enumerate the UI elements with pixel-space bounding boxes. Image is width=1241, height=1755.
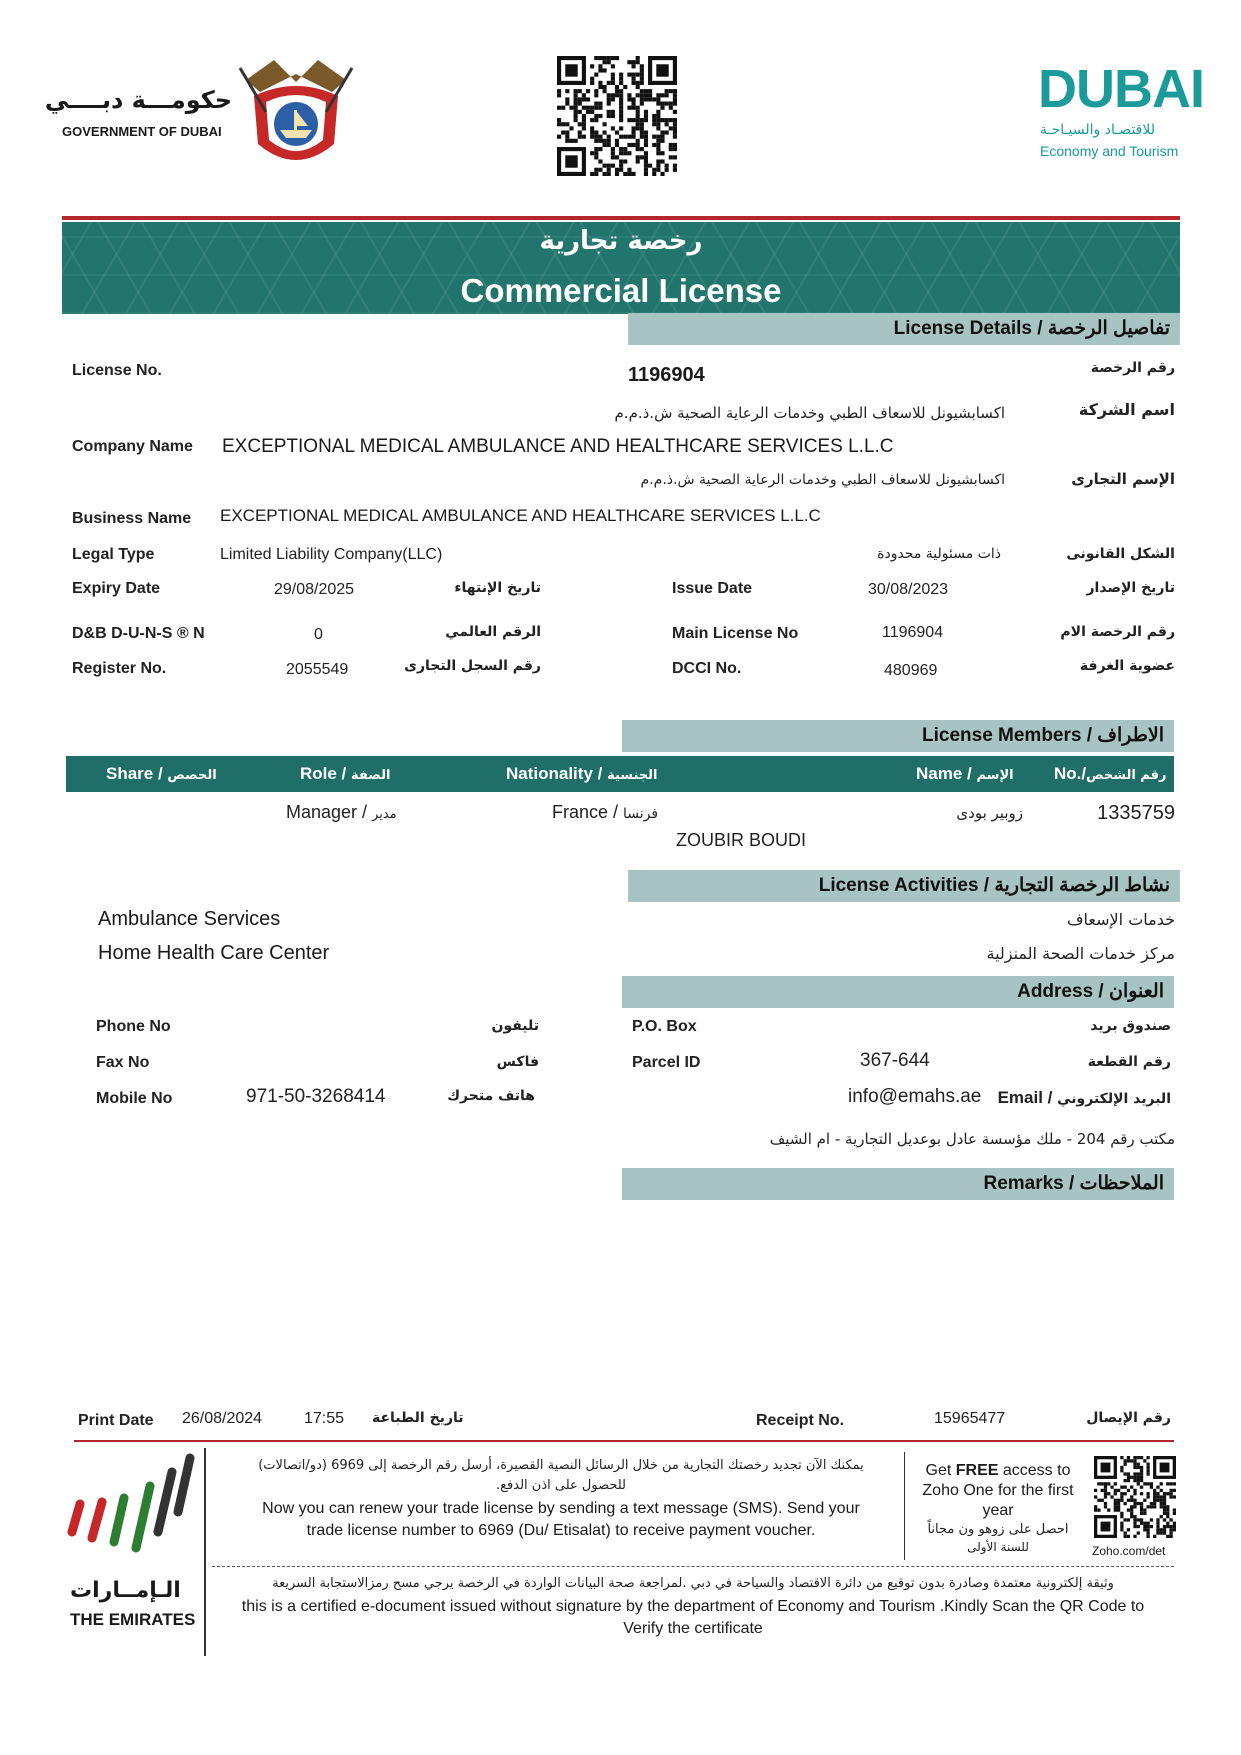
mobile-label: Mobile No	[96, 1090, 173, 1107]
emirates-ar-text: الـإمــارات	[70, 1578, 181, 1603]
footer-red-rule	[74, 1440, 1174, 1442]
main-license-value: 1196904	[882, 624, 944, 641]
col-share: Share / الحصص	[106, 764, 217, 783]
main-license-label: Main License No	[672, 625, 799, 642]
duns-label: D&B D-U-N-S ® N	[72, 625, 205, 642]
zoho-ar-line-2: للسنة الأولى	[967, 1540, 1029, 1554]
address-header: Address / العنوان	[622, 976, 1174, 1008]
company-name-label-ar: اسم الشركة	[1078, 400, 1175, 419]
zoho-line-2: Zoho One for the first	[922, 1482, 1074, 1499]
company-name-ar: اكسابشيونل للاسعاف الطبي وخدمات الرعاية الصحية ش.ذ.م.م	[614, 404, 1005, 422]
legal-type-value: Limited Liability Company(LLC)	[220, 546, 443, 563]
mobile-label-ar: هاتف متحرك	[447, 1088, 535, 1104]
email-label: Email / البريد الإلكتروني	[997, 1088, 1171, 1107]
register-no-label-ar: رقم السجل التجارى	[404, 658, 541, 674]
dubai-emblem-icon	[236, 52, 356, 176]
company-name-label: Company Name	[72, 438, 193, 455]
dubai-logo-text: DUBAI	[1038, 59, 1204, 119]
red-rule	[62, 216, 1180, 220]
main-license-label-ar: رقم الرخصة الام	[1060, 624, 1175, 640]
col-name: Name / الإسم	[916, 764, 1014, 783]
print-date-label-ar: تاريخ الطباعة	[372, 1410, 464, 1426]
issue-date-value: 30/08/2023	[868, 581, 949, 598]
member-role: Manager / مدير	[286, 802, 397, 822]
zoho-ar-line-1: احصل على زوهو ون مجاناً	[927, 1522, 1069, 1537]
col-role: Role / الصفة	[300, 764, 391, 783]
pobox-label-ar: صندوق بريد	[1090, 1018, 1171, 1034]
print-date-value: 26/08/2024	[182, 1410, 263, 1427]
col-person-no: No./رقم الشخص	[1054, 764, 1167, 783]
license-no-label-ar: رقم الرخصة	[1090, 360, 1175, 376]
email-value: info@emahs.ae	[848, 1086, 982, 1107]
print-time-value: 17:55	[304, 1410, 345, 1427]
header-qr-code	[557, 56, 677, 176]
col-nationality: Nationality / الجنسية	[506, 764, 658, 783]
issue-date-label: Issue Date	[672, 580, 753, 597]
license-members-header: License Members / الاطراف	[622, 720, 1174, 752]
parcel-label: Parcel ID	[632, 1054, 701, 1071]
members-table-header	[66, 756, 1174, 792]
cert-dashed-rule	[212, 1566, 1174, 1567]
zoho-line-1: Get FREE access to	[925, 1462, 1071, 1479]
expiry-date-label-ar: تاريخ الإنتهاء	[454, 580, 541, 596]
activity-1-ar: خدمات الإسعاف	[1066, 910, 1175, 929]
activity-1-en: Ambulance Services	[98, 908, 281, 930]
sms-en-line-2: trade license number to 6969 (Du/ Etisalat) to receive payment voucher.	[306, 1522, 816, 1539]
company-name-value: EXCEPTIONAL MEDICAL AMBULANCE AND HEALTHCARE SERVICES L.L.C	[222, 436, 894, 457]
footer-vertical-divider	[204, 1448, 206, 1656]
expiry-date-label: Expiry Date	[72, 580, 161, 597]
cert-en-line-2: Verify the certificate	[623, 1620, 763, 1637]
pobox-label: P.O. Box	[632, 1018, 697, 1035]
mobile-value: 971-50-3268414	[246, 1086, 386, 1107]
title-en: Commercial License	[460, 272, 782, 309]
title-ar: رخصة تجارية	[539, 226, 703, 256]
full-address-ar: مكتب رقم 204 - ملك مؤسسة عادل بوعديل التجارية - ام الشيف	[769, 1130, 1175, 1148]
remarks-header: Remarks / الملاحظات	[622, 1168, 1174, 1200]
register-no-label: Register No.	[72, 660, 167, 677]
receipt-label: Receipt No.	[756, 1412, 845, 1429]
government-ar-text: حكومـــة دبــــي	[44, 86, 232, 114]
issue-date-label-ar: تاريخ الإصدار	[1086, 580, 1175, 596]
receipt-value: 15965477	[934, 1410, 1006, 1427]
expiry-date-value: 29/08/2025	[274, 581, 355, 598]
phone-label: Phone No	[96, 1018, 171, 1035]
activity-2-en: Home Health Care Center	[98, 942, 330, 964]
zoho-line-3: year	[982, 1502, 1014, 1519]
qr-code-icon	[1094, 1456, 1176, 1538]
dcci-no-label: DCCI No.	[672, 660, 742, 677]
sms-en-line-1: Now you can renew your trade license by sending a text message (SMS). Send your	[262, 1500, 860, 1517]
business-name-label: Business Name	[72, 510, 192, 527]
parcel-value: 367-644	[860, 1050, 930, 1071]
duns-label-ar: الرقم العالمي	[445, 624, 541, 640]
member-name-ar: زوبير بودى	[956, 804, 1023, 822]
business-name-label-ar: الإسم التجارى	[1071, 470, 1175, 488]
dcci-no-value: 480969	[884, 662, 938, 679]
qr-code-icon	[557, 56, 677, 176]
sms-ar-line-1: يمكنك الآن تجديد رخصتك التجارية من خلال الرسائل النصية القصيرة، أرسل رقم الرخصة إلى 6969 (دو/اتصالات)	[258, 1458, 864, 1473]
activity-2-ar: مركز خدمات الصحة المنزلية	[986, 944, 1175, 963]
fax-label-ar: فاكس	[496, 1054, 539, 1070]
license-details-header: License Details / تفاصيل الرخصة	[628, 313, 1180, 345]
phone-label-ar: تليفون	[491, 1018, 539, 1034]
zoho-qr-code	[1094, 1456, 1176, 1538]
emirates-logo-icon	[66, 1452, 196, 1572]
business-name-value: EXCEPTIONAL MEDICAL AMBULANCE AND HEALTHCARE SERVICES L.L.C	[220, 506, 821, 525]
legal-type-label-ar: الشكل القانونى	[1066, 546, 1175, 562]
member-name: ZOUBIR BOUDI	[676, 830, 807, 850]
cert-en-line-1: this is a certified e-document issued without signature by the department of Economy and Tourism .Kindly Scan the QR Code to	[241, 1598, 1145, 1615]
legal-type-label: Legal Type	[72, 546, 155, 563]
register-no-value: 2055549	[286, 661, 349, 678]
fax-label: Fax No	[96, 1054, 150, 1071]
dubai-logo-en-text: Economy and Tourism	[1040, 143, 1179, 159]
parcel-label-ar: رقم القطعة	[1087, 1054, 1171, 1070]
emirates-en-text: THE EMIRATES	[70, 1610, 196, 1629]
license-no-label: License No.	[72, 362, 162, 379]
business-name-ar: اكسابشيونل للاسعاف الطبي وخدمات الرعاية الصحية ش.ذ.م.م	[640, 472, 1005, 488]
zoho-divider	[904, 1452, 905, 1560]
zoho-url: Zoho.com/det	[1092, 1544, 1166, 1558]
license-activities-header: License Activities / نشاط الرخصة التجارية	[628, 870, 1180, 902]
sms-ar-line-2: للحصول على اذن الدفع.	[496, 1478, 626, 1493]
dubai-logo-ar-text: للاقتصـاد والسيـاحـة	[1040, 122, 1155, 138]
member-person-no: 1335759	[1097, 802, 1175, 824]
dcci-no-label-ar: عضوية الغرفة	[1079, 658, 1175, 674]
duns-value: 0	[314, 626, 323, 643]
cert-ar: وثيقة إلكترونية معتمدة وصادرة بدون توقيع من دائرة الاقتصاد والسياحة في دبي .لمراجعة صحة البيانات الواردة في الرخصة يرجي مسح رمزالاستجابة السريعة	[272, 1576, 1114, 1591]
government-en-text: GOVERNMENT OF DUBAI	[62, 124, 222, 139]
receipt-label-ar: رقم الإيصال	[1086, 1410, 1171, 1426]
member-nationality: France / فرنسا	[552, 802, 659, 822]
license-no-value: 1196904	[628, 364, 705, 386]
legal-type-ar: ذات مسئولية محدودة	[877, 546, 1001, 562]
print-date-label: Print Date	[78, 1412, 154, 1429]
